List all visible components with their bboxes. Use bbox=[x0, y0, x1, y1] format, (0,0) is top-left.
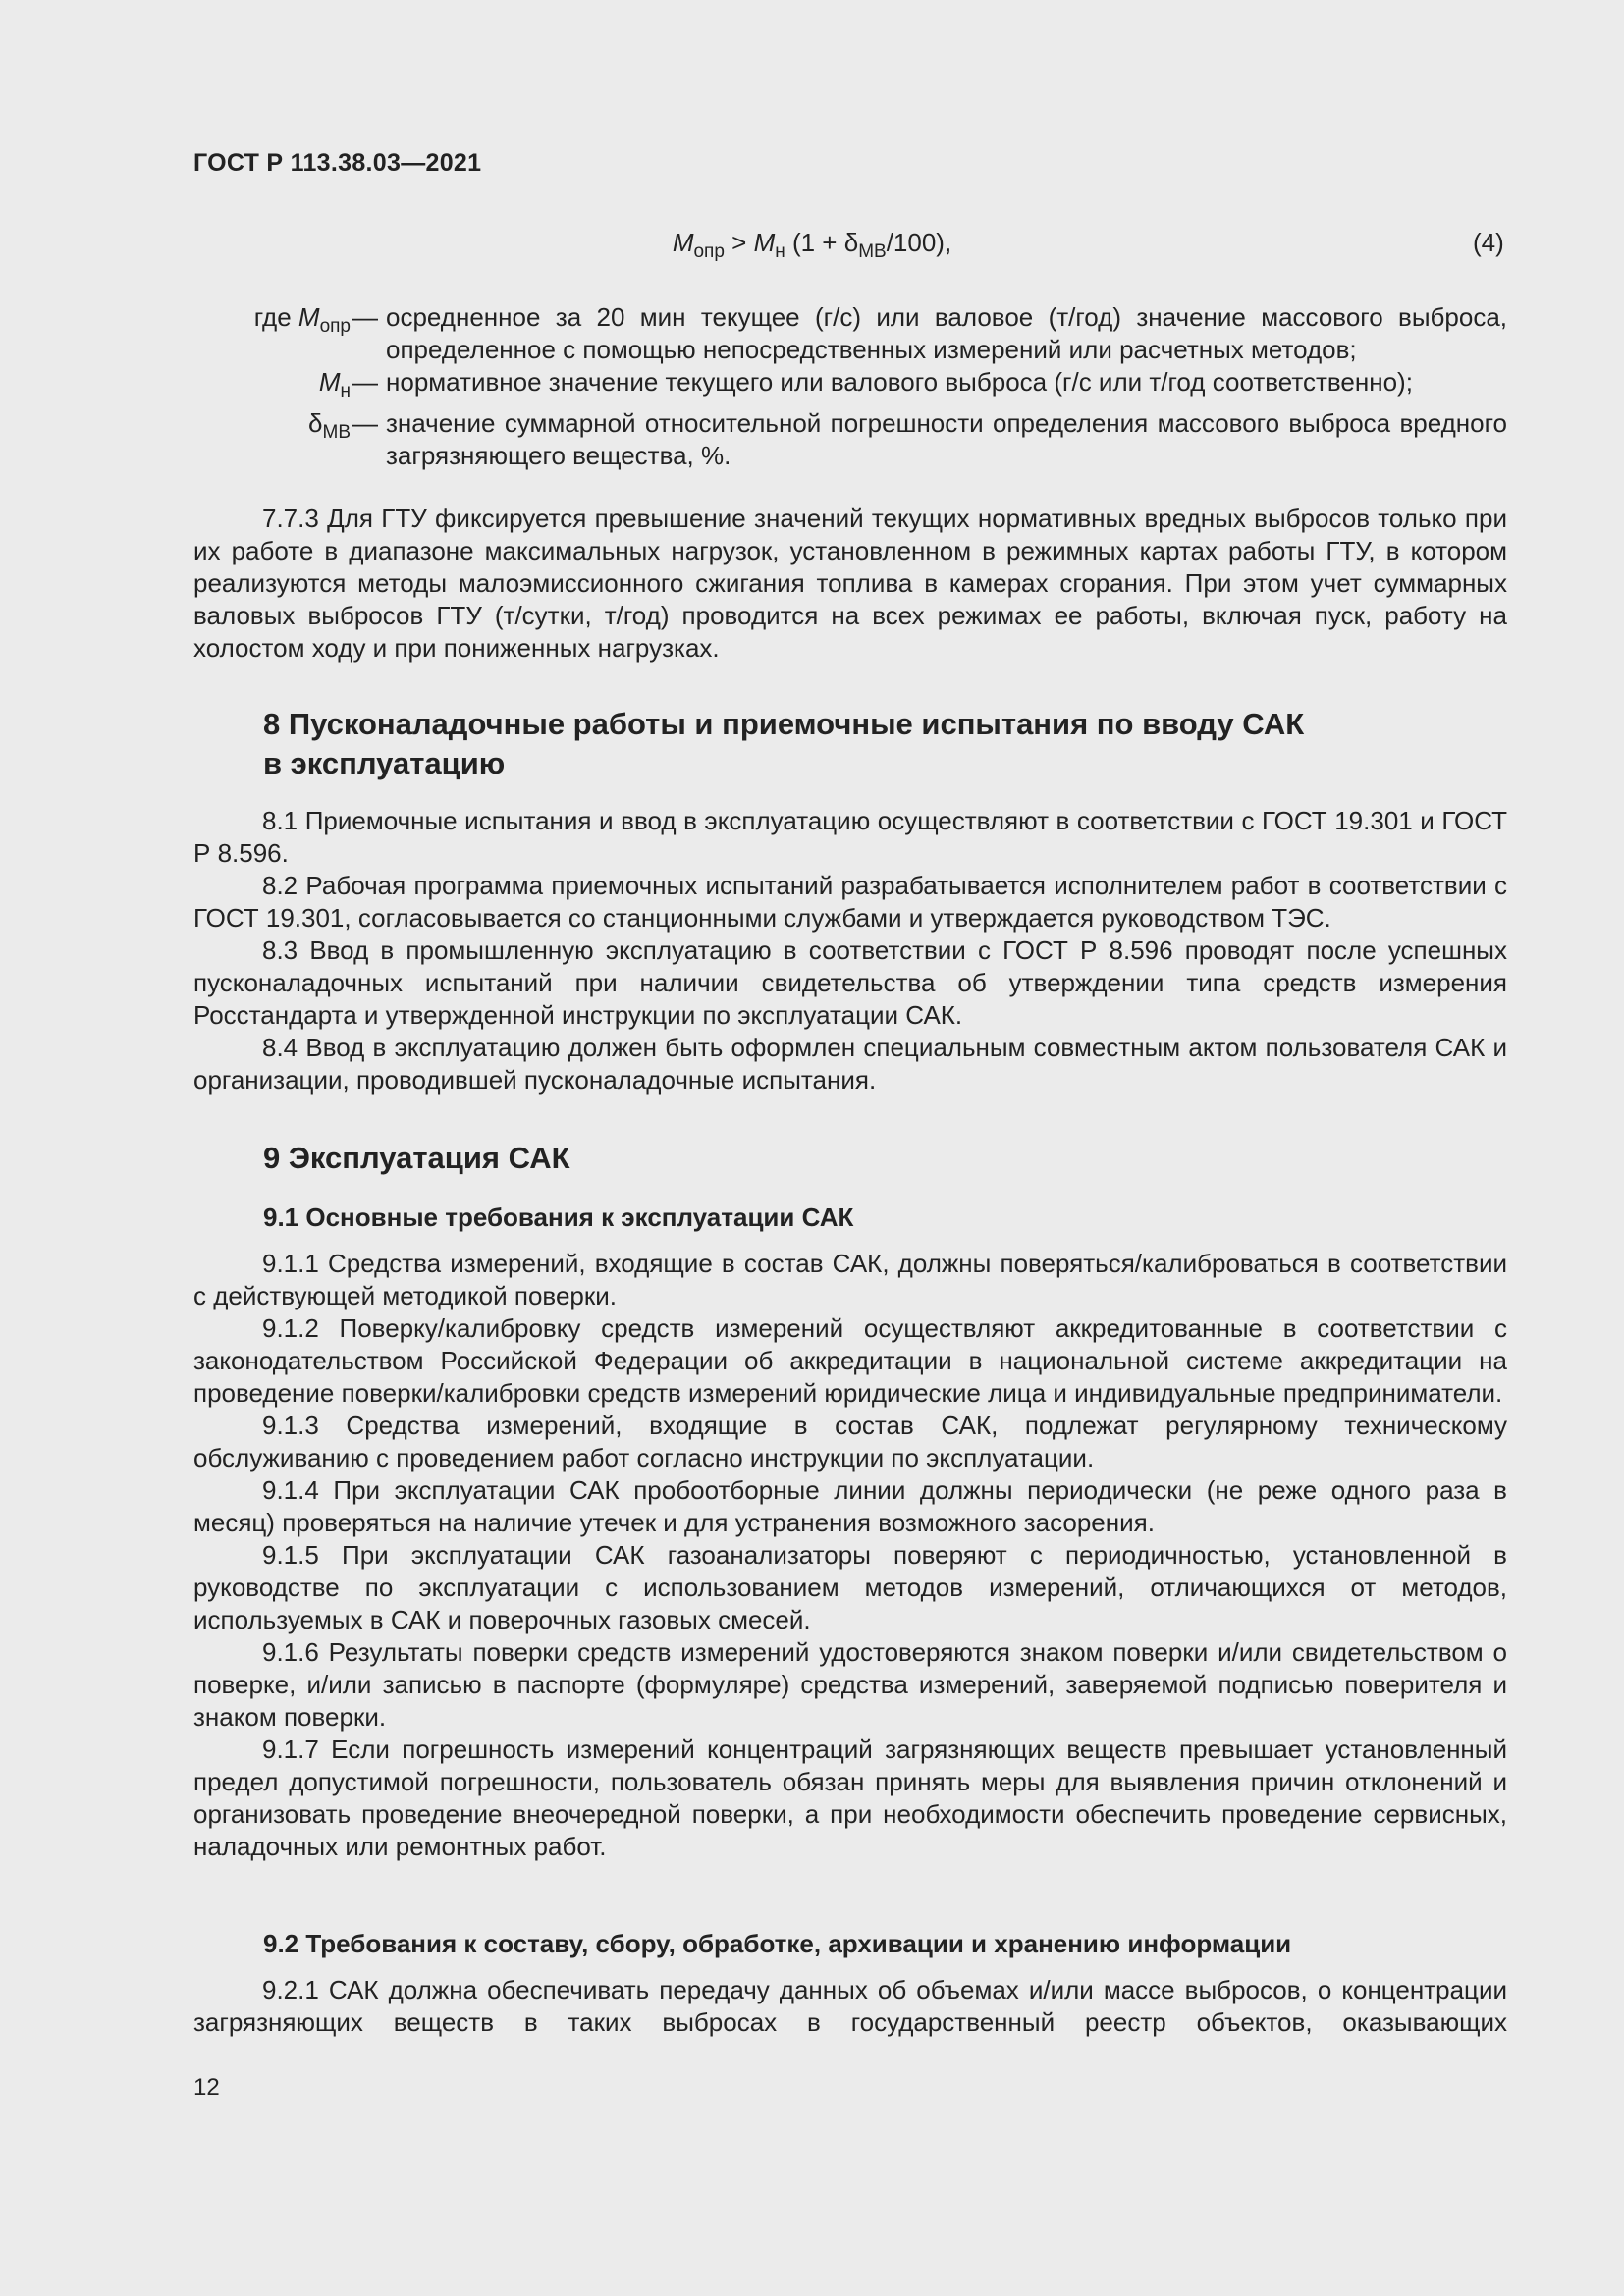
legend-prefix: где bbox=[253, 302, 298, 332]
legend-text: осредненное за 20 мин текущее (г/с) или валовое (т/год) значение массового выброса, определенное с помощью непосредственных измерений или расчетных методов; bbox=[386, 302, 1507, 364]
paragraph-9-1-2: 9.1.2 Поверку/калибровку средств измерений осуществляют аккредитованные в соответствии с законодательством Российской Федерации об аккредитации в национальной системе аккредитации на проведение поверки/калибровки средств измерений юридические лица и индивидуальные предприниматели. bbox=[193, 1313, 1507, 1408]
legend-subscript: МВ bbox=[322, 422, 351, 444]
paragraph-7-7-3: 7.7.3 Для ГТУ фиксируется превышение значений текущих нормативных вредных выбросов только при их работе в диапазоне максимальных нагрузок, установленном в режимных картах работы ГТУ, в котором реализуются методы малоэмиссионного сжигания топлива в камерах сгорания. При этом учет суммарных валовых выбросов ГТУ (т/сутки, т/год) проводится на всех режимах ее работы, включая пуск, работу на холостом ходу и при пониженных нагрузках. bbox=[193, 504, 1507, 663]
section-8-heading bbox=[263, 705, 1441, 783]
formula-rhs-symbol: M bbox=[753, 228, 776, 257]
paragraph-9-1-3: 9.1.3 Средства измерений, входящие в состав САК, подлежат регулярному техническому обслуживанию с проведением работ согласно инструкции по эксплуатации. bbox=[193, 1411, 1507, 1472]
legend-row bbox=[193, 366, 1507, 407]
paragraph-7-7-3-block bbox=[193, 503, 1507, 665]
document-header: ГОСТ Р 113.38.03—2021 bbox=[193, 149, 482, 177]
paragraph-9-1-5: 9.1.5 При эксплуатации САК газоанализаторы поверяют с периодичностью, установленной в руководстве по эксплуатации с использованием методов измерений, отличающихся от методов, используемых в САК и поверочных газовых смесей. bbox=[193, 1540, 1507, 1634]
paragraph-9-1-1: 9.1.1 Средства измерений, входящие в состав САК, должны поверяться/калиброваться в соответствии с действующей методикой поверки. bbox=[193, 1249, 1507, 1310]
formula-rhs-subscript: н bbox=[775, 241, 785, 263]
section-8-title-line-2: в эксплуатацию bbox=[263, 746, 506, 780]
paragraph-8-4: 8.4 Ввод в эксплуатацию должен быть оформлен специальным совместным актом пользователя САК и организации, проводившей пусконаладочные испытания. bbox=[193, 1033, 1507, 1095]
legend-symbol: M bbox=[298, 302, 320, 332]
formula-legend bbox=[193, 301, 1507, 472]
legend-dash: — bbox=[352, 367, 378, 397]
equation-number: (4) bbox=[1473, 228, 1504, 257]
legend-subscript: н bbox=[340, 381, 351, 402]
formula-4 bbox=[0, 228, 1624, 263]
legend-text: значение суммарной относительной погрешности определения массового выброса вредного загрязняющего вещества, %. bbox=[386, 408, 1507, 471]
legend-text: нормативное значение текущего или валового выброса (г/с или т/год соответственно); bbox=[386, 367, 1413, 397]
legend-dash: — bbox=[352, 408, 378, 439]
legend-symbol: M bbox=[318, 367, 341, 397]
formula-rhs-part-b: /100), bbox=[886, 228, 952, 257]
formula-operator: > bbox=[724, 228, 754, 257]
subsection-9-1-heading: 9.1 Основные требования к эксплуатации САК bbox=[263, 1202, 854, 1232]
formula-lhs-subscript: опр bbox=[693, 241, 725, 263]
formula-rhs-subscript-2: МВ bbox=[858, 241, 887, 263]
legend-row bbox=[193, 407, 1507, 472]
section-9-1-body bbox=[193, 1248, 1507, 1863]
formula-lhs-symbol: M bbox=[672, 228, 694, 257]
section-8-title-line-1: 8 Пусконаладочные работы и приемочные испытания по вводу САК bbox=[263, 707, 1305, 741]
paragraph-8-3: 8.3 Ввод в промышленную эксплуатацию в соответствии с ГОСТ Р 8.596 проводят после успешных пусконаладочных испытаний при наличии свидетельства об утверждении типа средств измерения Росстандарта и утвержденной инструкции по эксплуатации САК. bbox=[193, 935, 1507, 1030]
legend-row bbox=[193, 301, 1507, 366]
paragraph-9-1-7: 9.1.7 Если погрешность измерений концентраций загрязняющих веществ превышает установленный предел допустимой погрешности, пользователь обязан принять меры для выявления причин отклонений и организовать проведение внеочередной поверки, а при необходимости обеспечить проведение сервисных, наладочных или ремонтных работ. bbox=[193, 1735, 1507, 1861]
paragraph-8-1: 8.1 Приемочные испытания и ввод в эксплуатацию осуществляют в соответствии с ГОСТ 19.301 и ГОСТ Р 8.596. bbox=[193, 806, 1507, 868]
paragraph-9-1-6: 9.1.6 Результаты поверки средств измерений удостоверяются знаком поверки и/или свидетельством о поверке, и/или записью в паспорте (формуляре) средства измерений, заверяемой подписью поверителя и знаком поверки. bbox=[193, 1637, 1507, 1732]
paragraph-8-2: 8.2 Рабочая программа приемочных испытаний разрабатывается исполнителем работ в соответствии с ГОСТ 19.301, согласовывается со станционными службами и утверждается руководством ТЭС. bbox=[193, 871, 1507, 933]
formula-rhs-part-a: (1 + δ bbox=[785, 228, 859, 257]
paragraph-9-2-1: 9.2.1 САК должна обеспечивать передачу данных об объемах и/или массе выбросов, о концентрации загрязняющих веществ в таких выбросах в государственный реестр объектов, оказывающих bbox=[193, 1975, 1507, 2037]
legend-subscript: опр bbox=[319, 316, 351, 338]
section-9-2-body bbox=[193, 1974, 1507, 2039]
paragraph-9-1-4: 9.1.4 При эксплуатации САК пробоотборные линии должны периодически (не реже одного раза в месяц) проверяться на наличие утечек и для устранения возможного засорения. bbox=[193, 1475, 1507, 1537]
subsection-9-2-heading: 9.2 Требования к составу, сбору, обработке, архивации и хранению информации bbox=[263, 1929, 1292, 1958]
section-8-body bbox=[193, 805, 1507, 1096]
page-number: 12 bbox=[193, 2074, 220, 2101]
section-9-heading: 9 Эксплуатация САК bbox=[263, 1141, 570, 1175]
legend-dash: — bbox=[352, 302, 378, 332]
legend-symbol: δ bbox=[308, 408, 323, 439]
